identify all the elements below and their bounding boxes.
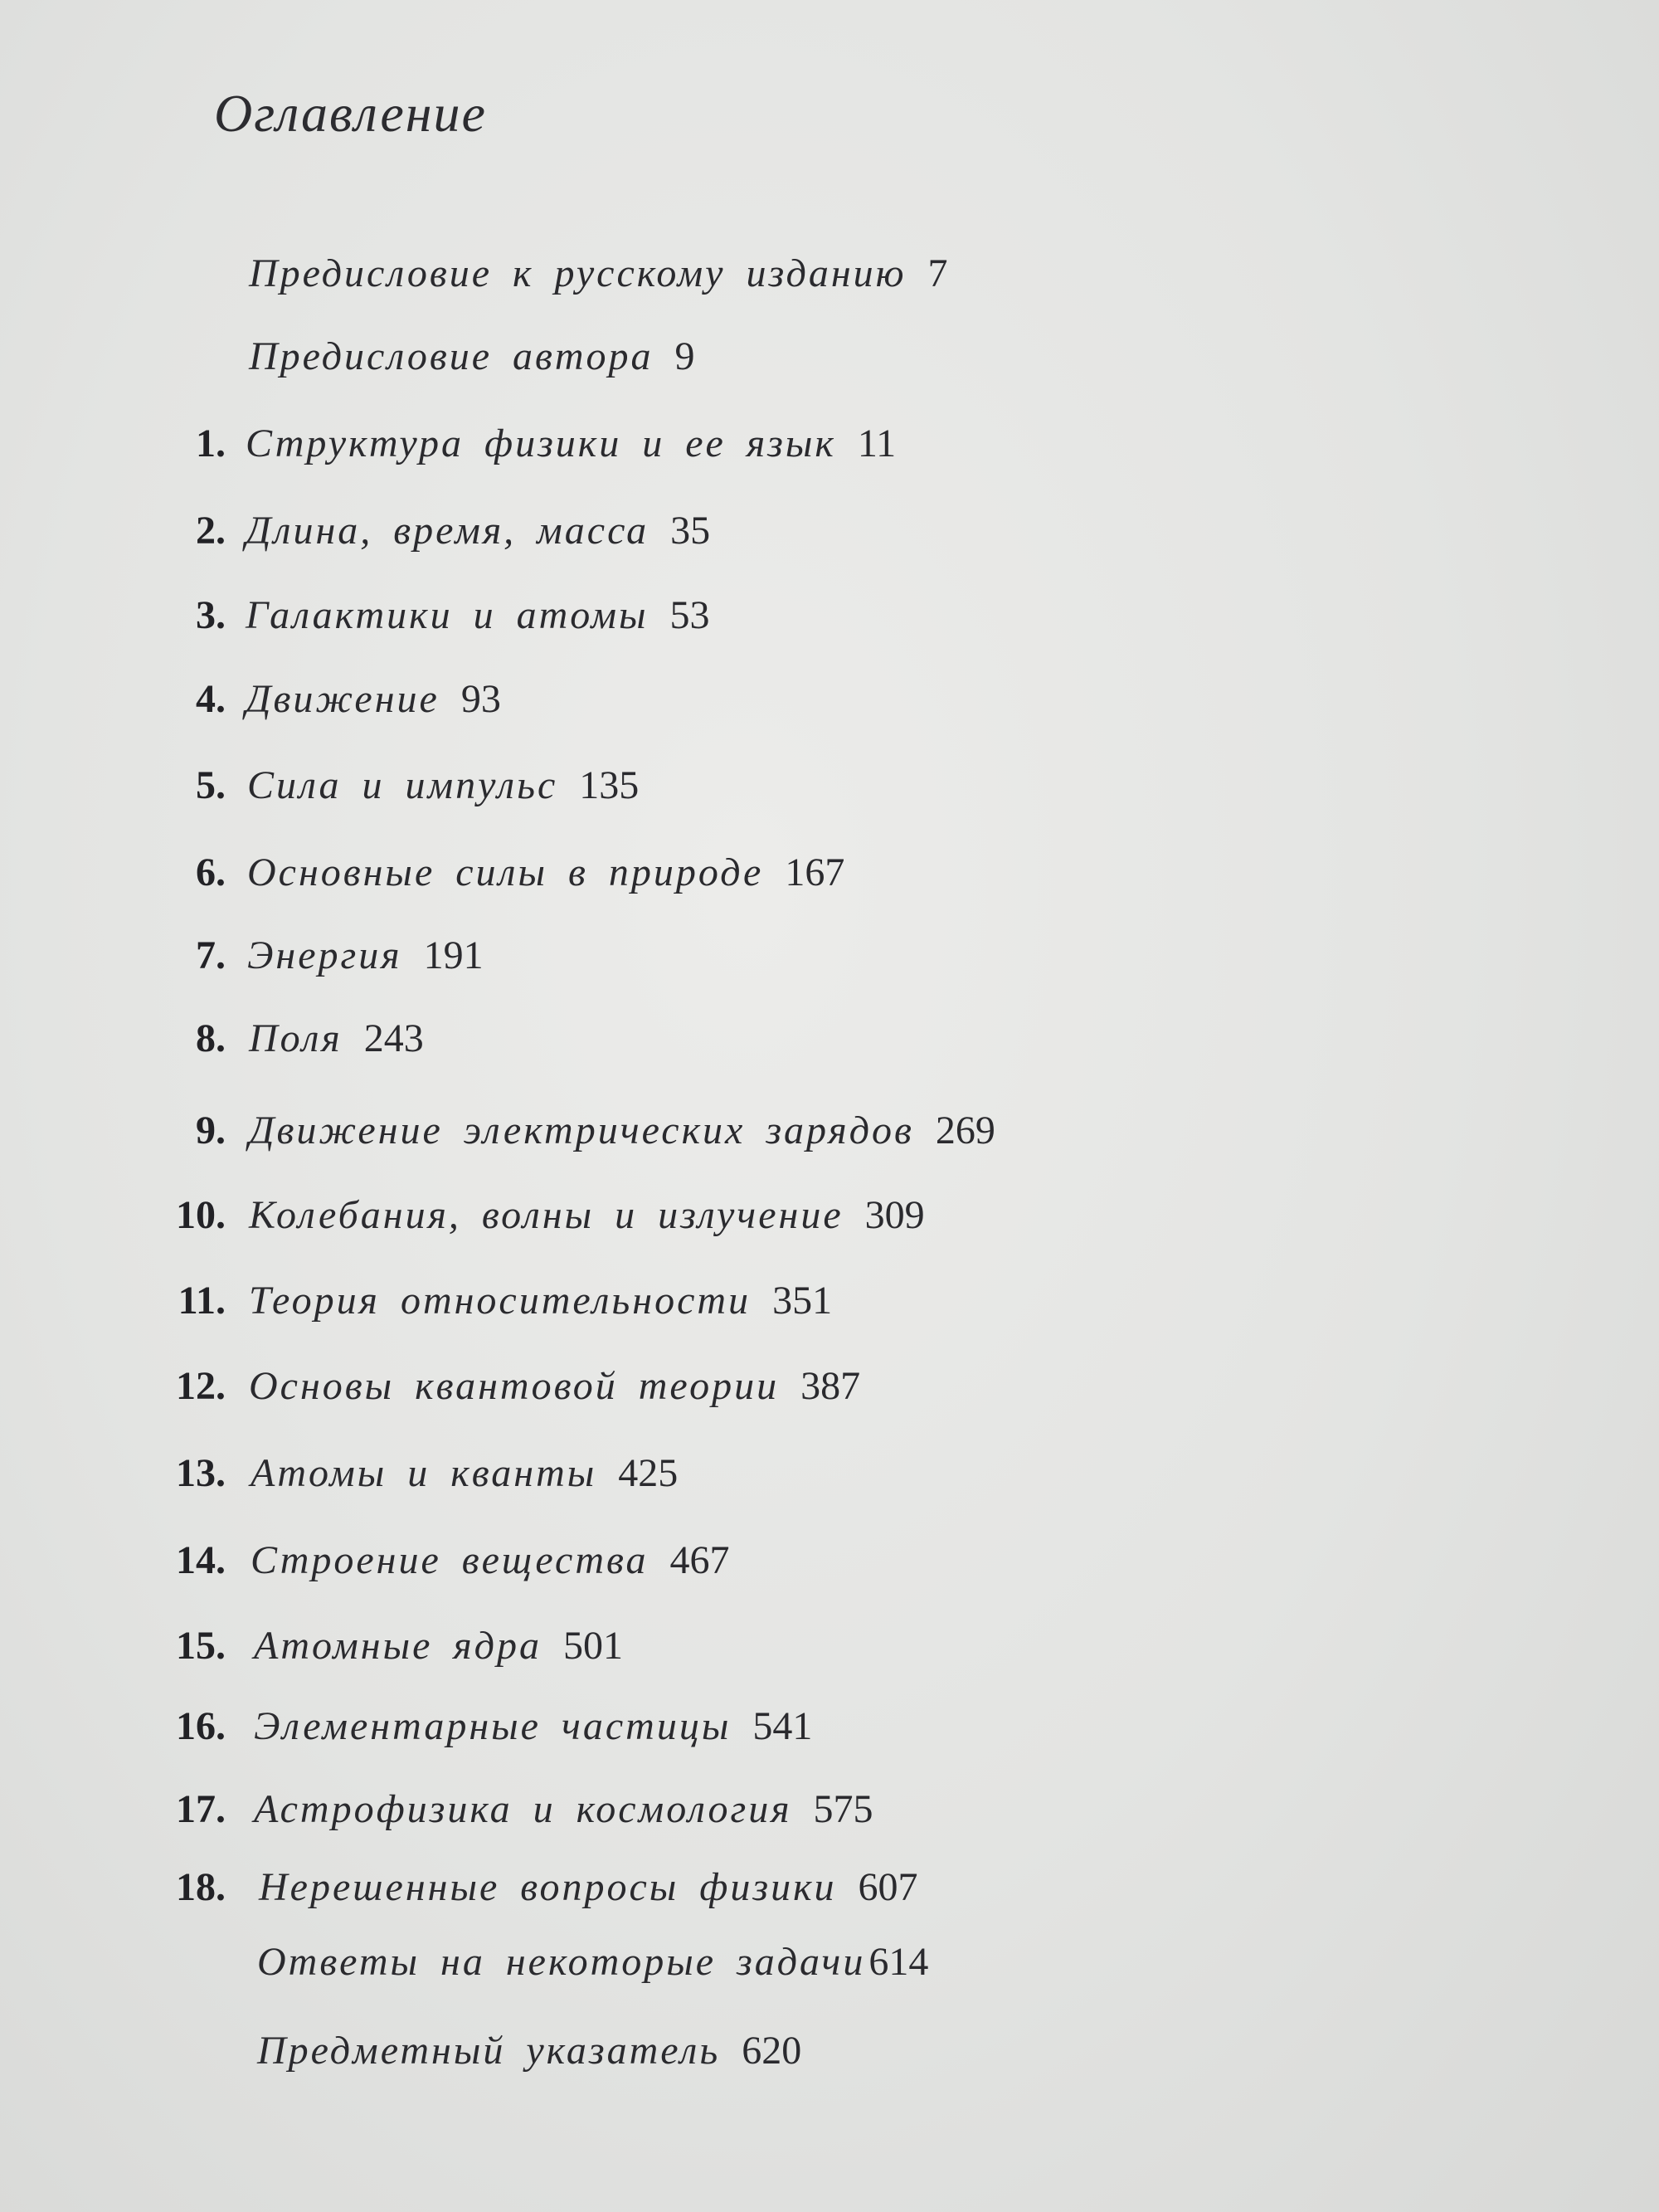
chapter-number: 8. [196, 1016, 226, 1060]
toc-entry [0, 1010, 1161, 1068]
page-title: Оглавление [214, 84, 487, 143]
chapter-title: Предметный указатель [257, 2029, 721, 2073]
toc-entry-text [251, 1445, 678, 1503]
toc-entry [0, 245, 1161, 303]
page-number: 11 [857, 421, 897, 465]
chapter-title: Ответы на некоторые задачи [257, 1940, 866, 1984]
toc-entry-text [251, 1532, 730, 1590]
chapter-number: 18. [176, 1865, 226, 1909]
chapter-number: 3. [196, 593, 226, 637]
page-number: 425 [618, 1451, 679, 1495]
chapter-title: Движение [246, 677, 440, 721]
toc-entry-text [246, 670, 501, 728]
chapter-number: 16. [176, 1704, 226, 1748]
page-number: 9 [674, 334, 695, 378]
page-number: 7 [927, 251, 948, 295]
chapter-number: 17. [176, 1787, 226, 1831]
chapter-number: 7. [196, 933, 226, 977]
toc-entry-text [254, 1617, 623, 1675]
page-number: 575 [813, 1787, 873, 1831]
page-number: 135 [579, 763, 640, 807]
chapter-title: Астрофизика и космология [254, 1787, 792, 1831]
chapter-number: 1. [196, 421, 226, 465]
page-number: 191 [423, 933, 484, 977]
chapter-number: 5. [196, 763, 226, 807]
page-number: 614 [868, 1940, 929, 1984]
toc-entry [0, 587, 1161, 645]
toc-entry [0, 1617, 1161, 1675]
toc-entry [0, 844, 1161, 902]
chapter-title: Поля [249, 1016, 343, 1060]
toc-entry-text [249, 1272, 832, 1330]
toc-entry [0, 1781, 1161, 1839]
toc-entry [0, 1357, 1161, 1415]
page-number: 309 [864, 1193, 925, 1237]
chapter-title: Галактики и атомы [246, 593, 649, 637]
toc-entry [0, 328, 1161, 386]
chapter-title: Теория относительности [249, 1279, 752, 1323]
toc-entry [0, 2022, 1161, 2080]
toc-entry-text [254, 1698, 812, 1756]
toc-entry-text [246, 502, 710, 560]
page-number: 269 [935, 1108, 995, 1152]
toc-entry-text [249, 328, 695, 386]
toc-entry-text [247, 927, 484, 985]
toc-entry-text [246, 587, 710, 645]
chapter-title: Атомы и кванты [251, 1451, 597, 1495]
toc-entry [0, 1272, 1161, 1330]
toc-entry-text [249, 1102, 995, 1160]
toc-entry [0, 1102, 1161, 1160]
toc-entry-text [254, 1781, 873, 1839]
toc-entry-text [246, 415, 896, 473]
chapter-number: 9. [196, 1108, 226, 1152]
chapter-title: Колебания, волны и излучение [249, 1193, 844, 1237]
toc-entry [0, 670, 1161, 728]
chapter-title: Сила и импульс [247, 763, 558, 807]
chapter-number: 13. [176, 1451, 226, 1495]
chapter-number: 2. [196, 509, 226, 553]
page-number: 607 [858, 1865, 918, 1909]
toc-entry [0, 1698, 1161, 1756]
toc-entry-text [247, 844, 844, 902]
chapter-title: Основы квантовой теории [249, 1364, 780, 1408]
chapter-number: 10. [176, 1193, 226, 1237]
toc-entry-text [249, 1186, 925, 1245]
toc-entry-text [249, 1357, 860, 1415]
page-number: 351 [772, 1279, 833, 1323]
toc-entry [0, 1445, 1161, 1503]
chapter-title: Строение вещества [251, 1538, 649, 1582]
toc-entry-text [257, 1933, 928, 1991]
page-number: 93 [460, 677, 501, 721]
chapter-title: Атомные ядра [254, 1624, 542, 1668]
toc-entry-text [249, 245, 948, 303]
chapter-title: Энергия [247, 933, 402, 977]
chapter-number: 15. [176, 1624, 226, 1668]
toc-entry [0, 1933, 1161, 1991]
toc-entry-text [247, 757, 639, 815]
chapter-title: Предисловие к русскому изданию [249, 251, 907, 295]
toc-entry-text [257, 2022, 801, 2080]
chapter-number: 14. [176, 1538, 226, 1582]
page-number: 501 [563, 1624, 624, 1668]
chapter-title: Движение электрических зарядов [249, 1108, 914, 1152]
page-number: 541 [752, 1704, 813, 1748]
page-number: 35 [670, 509, 711, 553]
toc-entry-text [259, 1859, 918, 1917]
page-number: 53 [669, 593, 710, 637]
toc-entry [0, 1186, 1161, 1245]
chapter-number: 12. [176, 1364, 226, 1408]
page-number: 167 [785, 850, 845, 894]
page-number: 620 [742, 2029, 802, 2073]
toc-entry [0, 1532, 1161, 1590]
chapter-title: Элементарные частицы [254, 1704, 732, 1748]
toc-entry [0, 415, 1161, 473]
toc-entry [0, 1859, 1161, 1917]
toc-entry [0, 502, 1161, 560]
chapter-title: Структура физики и ее язык [246, 421, 836, 465]
chapter-title: Длина, время, масса [246, 509, 649, 553]
chapter-title: Предисловие автора [249, 334, 654, 378]
chapter-number: 6. [196, 850, 226, 894]
chapter-title: Нерешенные вопросы физики [259, 1865, 837, 1909]
page-number: 467 [669, 1538, 730, 1582]
chapter-number: 11. [178, 1279, 226, 1323]
page-number: 387 [800, 1364, 861, 1408]
toc-entry [0, 757, 1161, 815]
toc-entry [0, 927, 1161, 985]
toc-entry-text [249, 1010, 424, 1068]
chapter-number: 4. [196, 677, 226, 721]
page-number: 243 [363, 1016, 424, 1060]
chapter-title: Основные силы в природе [247, 850, 764, 894]
